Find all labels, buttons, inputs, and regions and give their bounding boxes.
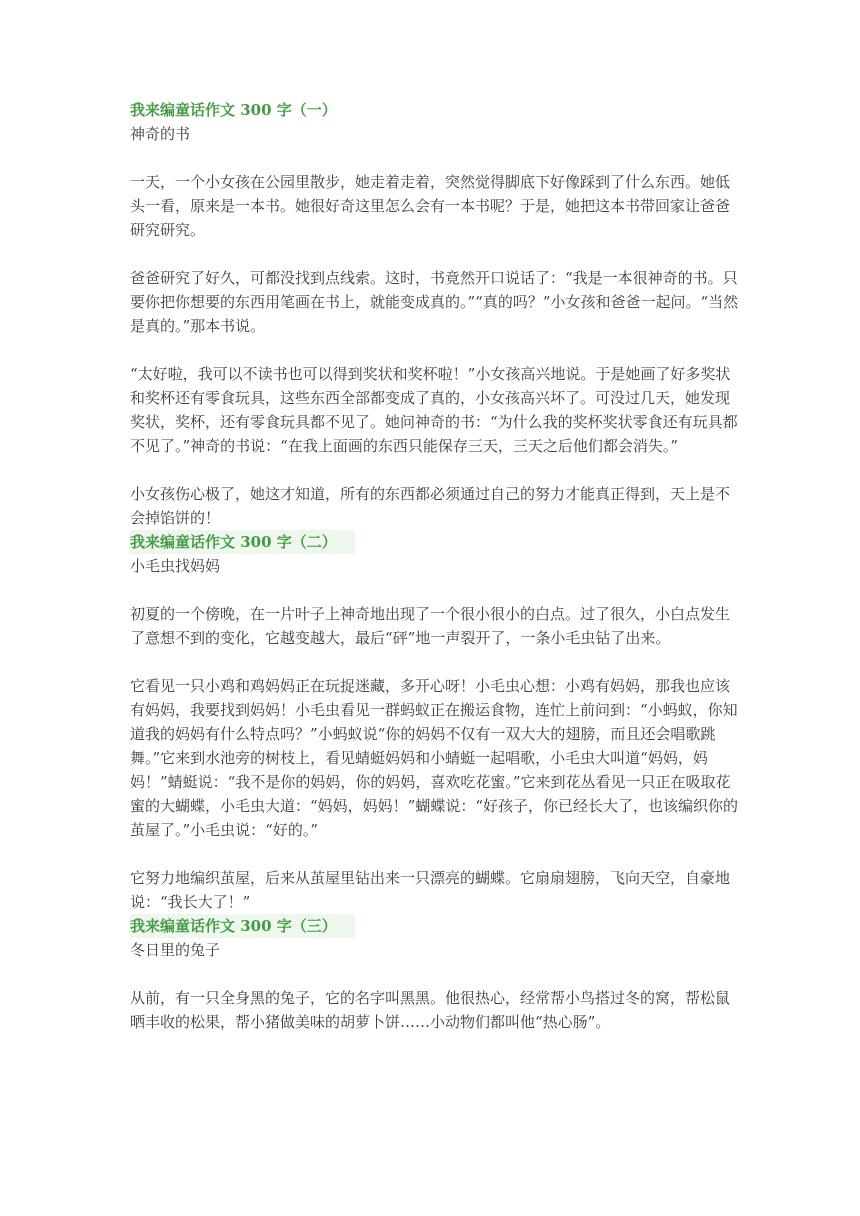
section-heading: 我来编童话作文 300 字（一）: [130, 101, 337, 119]
story-title: 冬日里的兔子: [130, 941, 221, 959]
paragraph: 它看见一只小鸡和鸡妈妈正在玩捉迷藏，多开心呀！小毛虫心想：小鸡有妈妈，那我也应该有妈妈，我要找到妈妈！小毛虫看见一群蚂蚁正在搬运食物，连忙上前问到：“小蚂蚁，你知道我的妈妈有什么特点吗？”小蚂蚁说“你的妈妈不仅有一双大大的翅膀，而且还会唱歌跳舞。”它来到水池旁的树枝上，看见蜻蜓妈妈和小蜻蜓一起唱歌，小毛虫大叫道“妈妈，妈妈！”蜻蜓说：“我不是你的妈妈，你的妈妈，喜欢吃花蜜。”它来到花丛看见一只正在吸取花蜜的大蝴蝶，小毛虫大道：“妈妈，妈妈！”蝴蝶说：“好孩子，你已经长大了，也该编织你的茧屋了。”小毛虫说：“好的。”: [130, 677, 739, 839]
section-heading: 我来编童话作文 300 字（三）: [130, 914, 355, 938]
document-page: [130, 98, 742, 1034]
story-title: 神奇的书: [130, 125, 191, 143]
paragraph: 初夏的一个傍晚，在一片叶子上神奇地出现了一个很小很小的白点。过了很久，小白点发生了意想不到的变化，它越变越大，最后“砰”地一声裂开了，一条小毛虫钻了出来。: [130, 605, 731, 647]
paragraph: 爸爸研究了好久，可都没找到点线索。这时，书竟然开口说话了：“我是一本很神奇的书。只要你把你想要的东西用笔画在书上，就能变成真的。”“真的吗？”小女孩和爸爸一起问。“当然是真的。”那本书说。: [130, 269, 739, 335]
paragraph: “太好啦，我可以不读书也可以得到奖状和奖杯啦！”小女孩高兴地说。于是她画了好多奖状和奖杯还有零食玩具，这些东西全部都变成了真的，小女孩高兴坏了。可没过几天，她发现奖状，奖杯，还有零食玩具都不见了。她问神奇的书：“为什么我的奖杯奖状零食还有玩具都不见了。”神奇的书说：“在我上面画的东西只能保存三天，三天之后他们都会消失。”: [130, 365, 738, 455]
paragraph: 一天，一个小女孩在公园里散步，她走着走着，突然觉得脚底下好像踩到了什么东西。她低头一看，原来是一本书。她很好奇这里怎么会有一本书呢？于是，她把这本书带回家让爸爸研究研究。: [130, 173, 731, 239]
story-title: 小毛虫找妈妈: [130, 557, 221, 575]
paragraph: 从前，有一只全身黑的兔子，它的名字叫黑黑。他很热心，经常帮小鸟搭过冬的窝，帮松鼠晒丰收的松果，帮小猪做美味的胡萝卜饼……小动物们都叫他“热心肠”。: [130, 989, 731, 1031]
section-heading: 我来编童话作文 300 字（二）: [130, 530, 355, 554]
paragraph: 小女孩伤心极了，她这才知道，所有的东西都必须通过自己的努力才能真正得到，天上是不会掉馅饼的！: [130, 485, 731, 527]
paragraph: 它努力地编织茧屋，后来从茧屋里钻出来一只漂亮的蝴蝶。它扇扇翅膀，飞向天空，自豪地说：“我长大了！”: [130, 869, 731, 911]
